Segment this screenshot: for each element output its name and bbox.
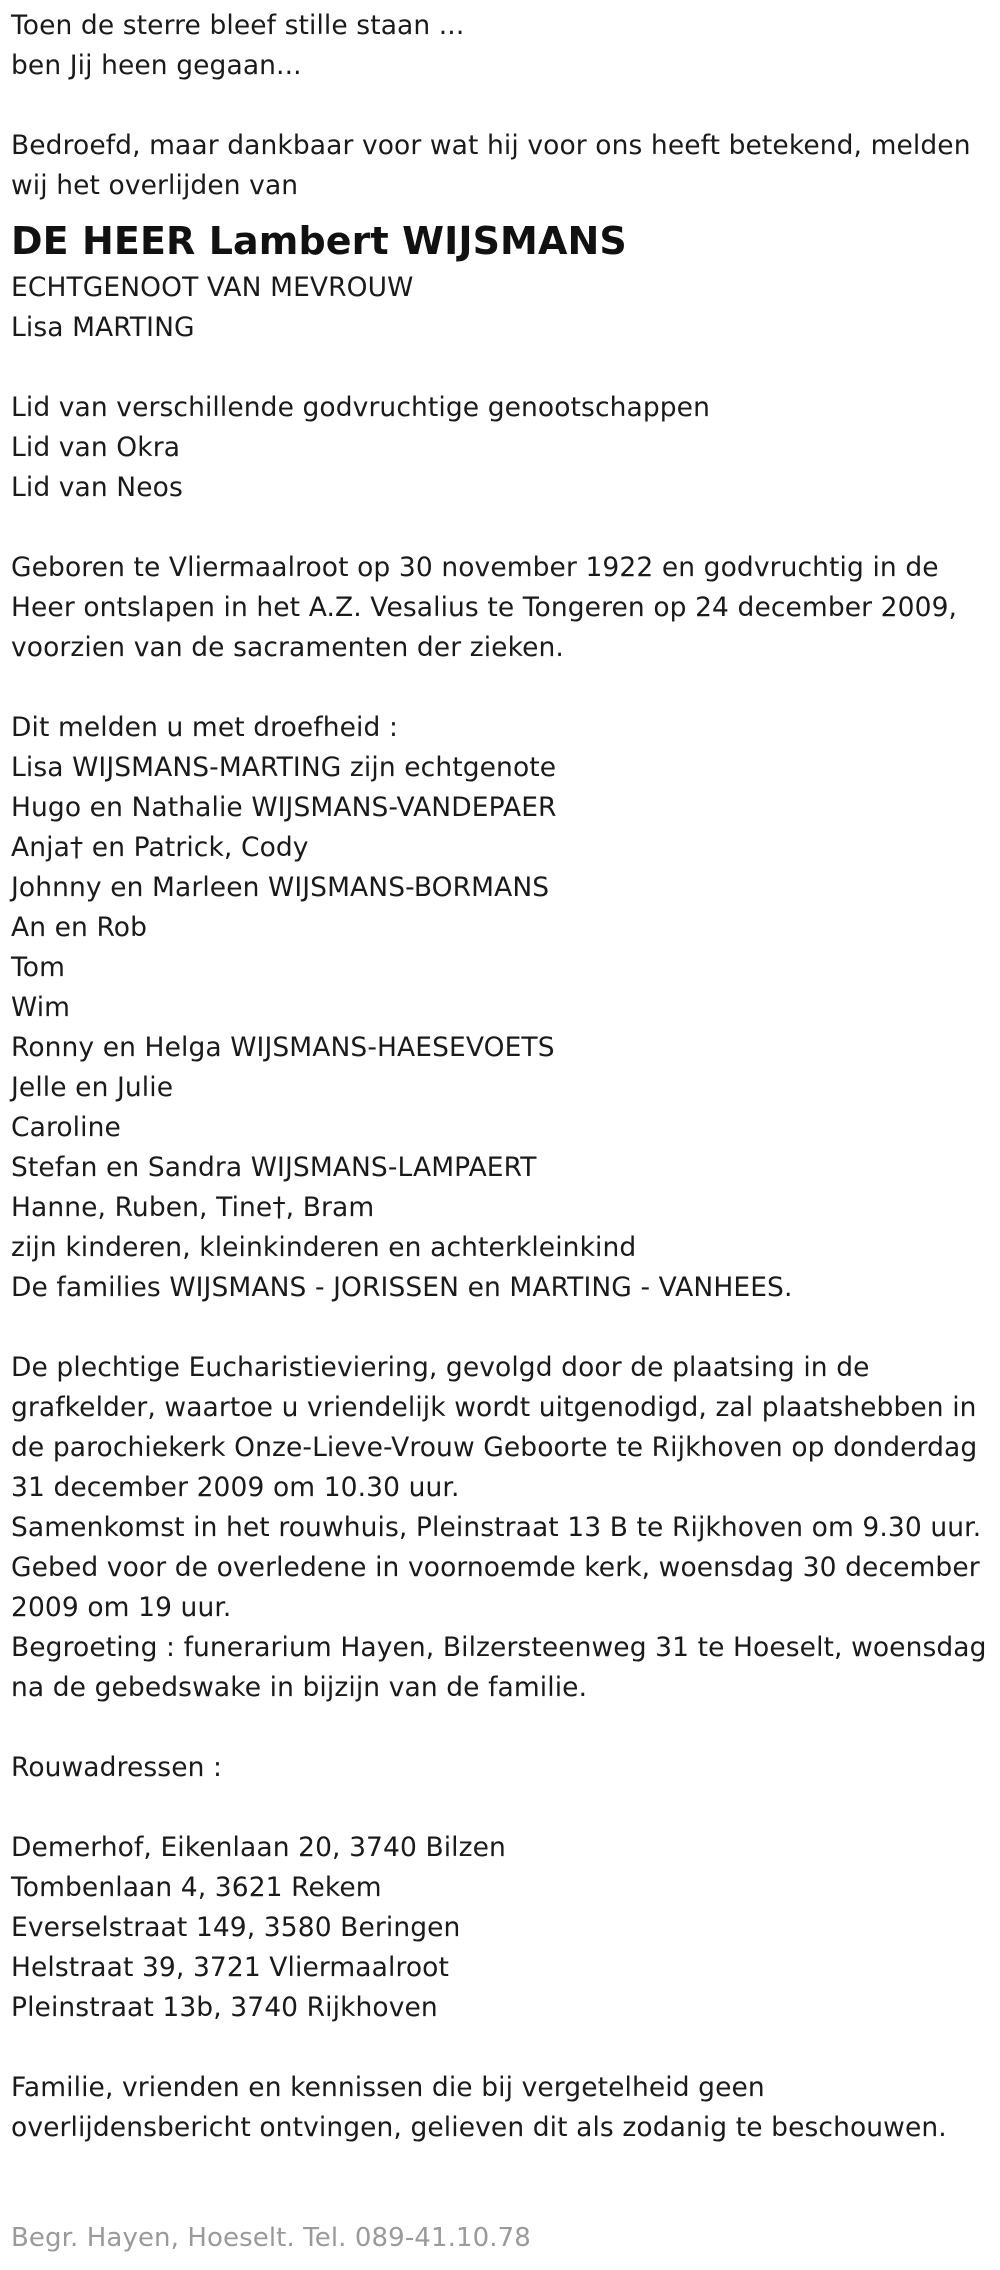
- ceremony-line: Gebed voor de overledene in voornoemde kerk, woensdag 30 december: [11, 1552, 980, 1583]
- ceremony-line: grafkelder, waartoe u vriendelijk wordt uitgenodigd, zal plaatshebben in: [11, 1392, 977, 1423]
- family-line: zijn kinderen, kleinkinderen en achterkleinkind: [11, 1232, 637, 1263]
- spouse-label: ECHTGENOOT VAN MEVROUW: [11, 272, 414, 303]
- address-line: Everselstraat 149, 3580 Beringen: [11, 1912, 461, 1943]
- family-heading: Dit melden u met droefheid :: [11, 712, 398, 743]
- intro-line-4: wij het overlijden van: [11, 170, 299, 201]
- family-line: Ronny en Helga WIJSMANS-HAESEVOETS: [11, 1032, 555, 1063]
- spacer: [11, 1788, 1000, 1828]
- family-line: Caroline: [11, 1112, 121, 1143]
- addresses-heading: Rouwadressen :: [11, 1752, 223, 1783]
- family-line: Wim: [11, 992, 71, 1023]
- family-line: Hugo en Nathalie WIJSMANS-VANDEPAER: [11, 792, 557, 823]
- funeral-home-credit: Begr. Hayen, Hoeselt. Tel. 089-41.10.78: [11, 2223, 531, 2253]
- life-line: Heer ontslapen in het A.Z. Vesalius te Tongeren op 24 december 2009,: [11, 592, 958, 623]
- family-line: Jelle en Julie: [11, 1072, 174, 1103]
- address-line: Tombenlaan 4, 3621 Rekem: [11, 1872, 382, 1903]
- family-line: An en Rob: [11, 912, 148, 943]
- family-line: Tom: [11, 952, 66, 983]
- membership-line: Lid van Okra: [11, 432, 181, 463]
- intro-line-1: Toen de sterre bleef stille staan ...: [11, 10, 465, 41]
- ceremony-line: na de gebedswake in bijzijn van de familie.: [11, 1672, 588, 1703]
- spacer: [11, 348, 1000, 388]
- family-line: Lisa WIJSMANS-MARTING zijn echtgenote: [11, 752, 557, 783]
- life-line: Geboren te Vliermaalroot op 30 november 1922 en godvruchtig in de: [11, 552, 939, 583]
- spouse-name: Lisa MARTING: [11, 312, 195, 343]
- family-line: De families WIJSMANS - JORISSEN en MARTING - VANHEES.: [11, 1272, 793, 1303]
- spacer: [11, 86, 1000, 126]
- family-line: Anja† en Patrick, Cody: [11, 832, 309, 863]
- spacer: [11, 2028, 1000, 2068]
- address-line: Pleinstraat 13b, 3740 Rijkhoven: [11, 1992, 438, 2023]
- family-line: Stefan en Sandra WIJSMANS-LAMPAERT: [11, 1152, 537, 1183]
- intro-line-2: ben Jij heen gegaan...: [11, 50, 302, 81]
- family-line: Johnny en Marleen WIJSMANS-BORMANS: [11, 872, 550, 903]
- ceremony-line: Samenkomst in het rouwhuis, Pleinstraat 13 B te Rijkhoven om 9.30 uur.: [11, 1512, 982, 1543]
- family-line: Hanne, Ruben, Tine†, Bram: [11, 1192, 375, 1223]
- closing-line: overlijdensbericht ontvingen, gelieven dit als zodanig te beschouwen.: [11, 2112, 947, 2143]
- ceremony-line: de parochiekerk Onze-Lieve-Vrouw Geboorte te Rijkhoven op donderdag: [11, 1432, 978, 1463]
- address-line: Demerhof, Eikenlaan 20, 3740 Bilzen: [11, 1832, 506, 1863]
- spacer: [11, 668, 1000, 708]
- ceremony-line: 2009 om 19 uur.: [11, 1592, 232, 1623]
- ceremony-line: Begroeting : funerarium Hayen, Bilzersteenweg 31 te Hoeselt, woensdag: [11, 1632, 987, 1663]
- spacer: [11, 508, 1000, 548]
- membership-line: Lid van Neos: [11, 472, 183, 503]
- closing-line: Familie, vrienden en kennissen die bij vergetelheid geen: [11, 2072, 765, 2103]
- intro-line-3: Bedroefd, maar dankbaar voor wat hij voor ons heeft betekend, melden: [11, 130, 971, 161]
- life-line: voorzien van de sacramenten der zieken.: [11, 632, 564, 663]
- spacer: [11, 1308, 1000, 1348]
- deceased-name: DE HEER Lambert WIJSMANS: [11, 219, 627, 263]
- address-line: Helstraat 39, 3721 Vliermaalroot: [11, 1952, 449, 1983]
- ceremony-line: De plechtige Eucharistieviering, gevolgd door de plaatsing in de: [11, 1352, 870, 1383]
- membership-line: Lid van verschillende godvruchtige genootschappen: [11, 392, 710, 423]
- spacer: [11, 1708, 1000, 1748]
- ceremony-line: 31 december 2009 om 10.30 uur.: [11, 1472, 460, 1503]
